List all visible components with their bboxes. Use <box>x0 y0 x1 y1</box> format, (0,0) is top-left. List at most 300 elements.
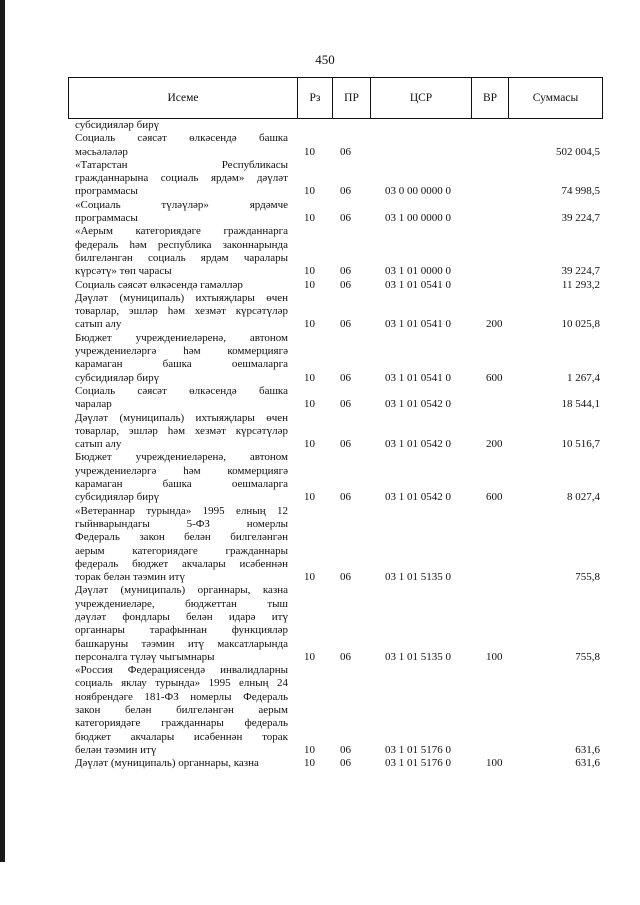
row-pr <box>340 584 370 597</box>
row-csr <box>385 505 485 518</box>
row-sum <box>516 664 602 677</box>
table-row-line <box>75 425 602 438</box>
row-sum <box>516 598 602 611</box>
table-row-line <box>75 185 602 198</box>
row-pr <box>340 305 370 318</box>
row-name: федераль бюджет акчалары исәбеннән <box>75 557 288 570</box>
row-vr: 100 <box>486 650 503 663</box>
row-sum: 755,8 <box>575 571 600 584</box>
row-csr <box>385 478 485 491</box>
row-vr <box>486 505 516 518</box>
row-rz <box>304 358 334 371</box>
table-row-line <box>75 505 602 518</box>
row-vr <box>486 478 516 491</box>
scan-edge-bar <box>0 0 5 862</box>
table-row-line <box>75 598 602 611</box>
table-row-line <box>75 638 602 651</box>
row-name: федераль һәм республика законнарында <box>75 238 288 251</box>
row-csr <box>385 664 485 677</box>
table-row-line <box>75 358 602 371</box>
row-pr: 06 <box>340 371 351 384</box>
row-pr <box>340 505 370 518</box>
row-rz: 10 <box>304 278 315 291</box>
row-csr <box>385 717 485 730</box>
row-rz <box>304 505 334 518</box>
row-pr <box>340 677 370 690</box>
page-number: 450 <box>315 52 335 67</box>
row-rz <box>304 132 334 145</box>
row-rz <box>304 225 334 238</box>
row-rz <box>304 664 334 677</box>
row-rz <box>304 717 334 730</box>
row-sum <box>516 119 602 132</box>
row-vr <box>486 558 516 571</box>
row-rz <box>304 584 334 597</box>
table-row-line <box>75 199 602 212</box>
row-name: учреждениеләре, бюджеттан тыш <box>75 597 288 610</box>
table-row-line <box>75 558 602 571</box>
row-name: программасы <box>75 212 138 225</box>
row-vr <box>486 265 516 278</box>
row-pr <box>340 172 370 185</box>
row-csr <box>385 691 485 704</box>
table-row-line <box>75 239 602 252</box>
row-csr <box>385 638 485 651</box>
row-csr <box>385 624 485 637</box>
row-rz: 10 <box>304 438 315 451</box>
row-pr <box>340 691 370 704</box>
row-vr <box>486 465 516 478</box>
row-pr <box>340 664 370 677</box>
row-vr: 600 <box>486 371 503 384</box>
table-row-line <box>75 704 602 717</box>
row-rz: 10 <box>304 398 315 411</box>
row-pr: 06 <box>340 145 351 158</box>
row-sum: 39 224,7 <box>561 265 600 278</box>
row-pr: 06 <box>340 571 351 584</box>
table-row-line <box>75 318 602 331</box>
row-vr <box>486 704 516 717</box>
row-vr <box>486 385 516 398</box>
row-name: «Социаль түләүләр» ярдәмче <box>75 198 288 211</box>
row-vr: 100 <box>486 757 503 770</box>
row-csr <box>385 146 485 159</box>
row-pr <box>340 531 370 544</box>
table-row-line <box>75 731 602 744</box>
row-csr <box>385 518 485 531</box>
row-sum <box>516 691 602 704</box>
row-vr <box>486 345 516 358</box>
row-name: карамаган башка оешмаларга <box>75 358 288 371</box>
row-csr <box>385 252 485 265</box>
table-row-line <box>75 545 602 558</box>
row-csr <box>385 358 485 371</box>
row-vr <box>486 119 516 132</box>
row-name: Дәүләт (муниципаль) органнары, казна <box>75 757 259 770</box>
row-name: аерым категориядәге гражданнары <box>75 544 288 557</box>
row-csr <box>385 412 485 425</box>
row-vr <box>486 199 516 212</box>
header-csr: ЦСР <box>371 78 472 119</box>
row-pr <box>340 159 370 172</box>
row-rz <box>304 624 334 637</box>
row-csr <box>385 172 485 185</box>
header-name: Исеме <box>69 78 298 119</box>
row-rz <box>304 598 334 611</box>
row-pr <box>340 731 370 744</box>
row-sum <box>516 451 602 464</box>
row-vr <box>486 146 516 159</box>
row-csr <box>385 385 485 398</box>
table-row-line <box>75 571 602 584</box>
table-row-line <box>75 212 602 225</box>
row-sum <box>516 172 602 185</box>
row-sum <box>516 345 602 358</box>
row-name: субсидияләр бирү <box>75 119 160 131</box>
row-rz <box>304 199 334 212</box>
header-sum: Суммасы <box>509 78 603 119</box>
table-row-line <box>75 478 602 491</box>
row-sum <box>516 199 602 212</box>
row-rz: 10 <box>304 318 315 331</box>
row-rz <box>304 531 334 544</box>
row-vr <box>486 598 516 611</box>
row-pr: 06 <box>340 743 351 756</box>
table-row-line <box>75 531 602 544</box>
row-pr <box>340 518 370 531</box>
row-sum <box>516 677 602 690</box>
row-rz <box>304 345 334 358</box>
row-sum <box>516 305 602 318</box>
row-csr <box>385 704 485 717</box>
row-csr <box>385 239 485 252</box>
row-csr <box>385 545 485 558</box>
row-vr <box>486 611 516 624</box>
row-sum <box>516 611 602 624</box>
row-vr <box>486 225 516 238</box>
row-pr <box>340 132 370 145</box>
row-vr <box>486 664 516 677</box>
header-vr: ВР <box>472 78 509 119</box>
row-csr: 03 1 01 0541 0 <box>385 318 451 331</box>
row-pr: 06 <box>340 757 351 770</box>
row-name: программасы <box>75 185 138 198</box>
row-sum <box>516 252 602 265</box>
row-rz: 10 <box>304 185 315 198</box>
table-row-line <box>75 398 602 411</box>
row-vr <box>486 571 516 584</box>
row-name: субсидияләр бирү <box>75 371 160 384</box>
row-vr <box>486 717 516 730</box>
row-sum: 8 027,4 <box>567 491 600 504</box>
row-csr <box>385 305 485 318</box>
row-csr <box>385 132 485 145</box>
row-rz <box>304 558 334 571</box>
row-rz <box>304 239 334 252</box>
row-name: дәүләт фондлары белән идарә итү <box>75 610 288 623</box>
row-pr <box>340 545 370 558</box>
header-rz: Рз <box>298 78 333 119</box>
row-name: субсидияләр бирү <box>75 491 160 504</box>
row-name: Бюджет учреждениеләренә, автоном <box>75 451 288 464</box>
row-rz: 10 <box>304 757 315 770</box>
row-pr <box>340 199 370 212</box>
row-sum <box>516 531 602 544</box>
row-name: «Татарстан Республикасы <box>75 158 288 171</box>
table-row-line <box>75 717 602 730</box>
row-pr <box>340 558 370 571</box>
row-name: сатып алу <box>75 318 122 331</box>
row-pr <box>340 332 370 345</box>
row-pr <box>340 717 370 730</box>
row-vr <box>486 638 516 651</box>
row-sum <box>516 584 602 597</box>
row-name: чаралар <box>75 398 112 411</box>
row-sum: 18 544,1 <box>561 398 600 411</box>
table-row-line <box>75 372 602 385</box>
row-csr: 03 0 00 0000 0 <box>385 185 451 198</box>
row-rz <box>304 677 334 690</box>
row-pr: 06 <box>340 185 351 198</box>
row-pr: 06 <box>340 398 351 411</box>
row-name: карамаган башка оешмаларга <box>75 478 288 491</box>
table-row-line <box>75 332 602 345</box>
row-vr <box>486 132 516 145</box>
row-vr <box>486 239 516 252</box>
table-row-line <box>75 146 602 159</box>
row-vr <box>486 159 516 172</box>
row-pr <box>340 465 370 478</box>
row-name: гражданнарына социаль ярдәм» дәүләт <box>75 172 288 185</box>
row-vr <box>486 292 516 305</box>
row-rz: 10 <box>304 371 315 384</box>
row-name: товарлар, эшләр һәм хезмәт күрсәтүләр <box>75 424 288 437</box>
row-name: гыйнварындагы 5-ФЗ номерлы <box>75 517 288 530</box>
row-pr: 06 <box>340 650 351 663</box>
row-vr <box>486 412 516 425</box>
row-name: Социаль сәясәт өлкәсендә башка <box>75 384 288 397</box>
row-sum <box>516 638 602 651</box>
row-csr <box>385 119 485 132</box>
row-rz <box>304 252 334 265</box>
table-row-line <box>75 744 602 757</box>
row-csr: 03 1 01 0542 0 <box>385 438 451 451</box>
row-csr <box>385 425 485 438</box>
row-name: закон белән билгеләнгән аерым <box>75 704 288 717</box>
row-rz <box>304 412 334 425</box>
row-csr <box>385 611 485 624</box>
row-sum <box>516 239 602 252</box>
row-sum: 755,8 <box>575 650 600 663</box>
row-sum <box>516 465 602 478</box>
row-sum <box>516 358 602 371</box>
table-row-line <box>75 611 602 624</box>
row-name: Дәүләт (муниципаль) ихтыяҗлары өчен <box>75 411 288 424</box>
row-sum <box>516 385 602 398</box>
row-rz <box>304 691 334 704</box>
row-vr <box>486 691 516 704</box>
table-row-line <box>75 412 602 425</box>
row-name: мәсьәләләр <box>75 145 128 158</box>
table-row-line <box>75 491 602 504</box>
row-pr <box>340 451 370 464</box>
row-rz <box>304 611 334 624</box>
row-pr: 06 <box>340 438 351 451</box>
row-csr <box>385 558 485 571</box>
row-pr <box>340 598 370 611</box>
row-name: «Россия Федерациясендә инвалидларны <box>75 664 288 677</box>
row-sum <box>516 478 602 491</box>
row-sum: 502 004,5 <box>556 145 600 158</box>
row-pr <box>340 412 370 425</box>
row-pr <box>340 611 370 624</box>
row-rz <box>304 478 334 491</box>
row-sum <box>516 292 602 305</box>
table-row-line <box>75 385 602 398</box>
row-name: ноябрендәге 181-ФЗ номерлы Федераль <box>75 690 288 703</box>
row-pr <box>340 704 370 717</box>
row-csr <box>385 584 485 597</box>
row-rz <box>304 305 334 318</box>
row-name: социаль яклау турында» 1995 елның 24 <box>75 677 288 690</box>
row-vr <box>486 279 516 292</box>
row-vr <box>486 584 516 597</box>
row-rz <box>304 172 334 185</box>
table-row-line <box>75 757 602 770</box>
table-row-line <box>75 465 602 478</box>
row-csr: 03 1 00 0000 0 <box>385 212 451 225</box>
table-row-line <box>75 691 602 704</box>
row-pr <box>340 385 370 398</box>
row-sum: 10 025,8 <box>561 318 600 331</box>
row-sum: 1 267,4 <box>567 371 600 384</box>
row-pr <box>340 239 370 252</box>
row-vr <box>486 425 516 438</box>
row-vr <box>486 545 516 558</box>
row-vr <box>486 744 516 757</box>
row-name: Социаль сәясәт өлкәсендә башка <box>75 132 288 145</box>
row-vr <box>486 677 516 690</box>
row-csr <box>385 731 485 744</box>
header-pr: ПР <box>333 78 371 119</box>
row-name: башкаруны тәэмин итү максатларында <box>75 637 288 650</box>
row-pr <box>340 638 370 651</box>
row-sum <box>516 518 602 531</box>
row-vr <box>486 398 516 411</box>
row-rz: 10 <box>304 265 315 278</box>
row-sum <box>516 505 602 518</box>
row-pr: 06 <box>340 278 351 291</box>
table-row-line <box>75 119 602 132</box>
row-csr <box>385 598 485 611</box>
row-name: торак белән тәэмин итү <box>75 571 185 584</box>
row-vr <box>486 332 516 345</box>
row-vr <box>486 172 516 185</box>
row-name: билгеләнгән социаль ярдәм чаралары <box>75 251 288 264</box>
row-sum <box>516 731 602 744</box>
row-pr <box>340 252 370 265</box>
row-sum <box>516 558 602 571</box>
row-rz <box>304 332 334 345</box>
row-name: органнары тарафыннан функцияләр <box>75 624 288 637</box>
row-vr <box>486 531 516 544</box>
row-pr <box>340 358 370 371</box>
row-name: Бюджет учреждениеләренә, автоном <box>75 331 288 344</box>
row-sum: 74 998,5 <box>561 185 600 198</box>
row-rz <box>304 385 334 398</box>
row-sum <box>516 332 602 345</box>
row-csr <box>385 451 485 464</box>
table-row-line <box>75 279 602 292</box>
row-csr <box>385 345 485 358</box>
row-csr: 03 1 01 0541 0 <box>385 371 451 384</box>
row-sum: 631,6 <box>575 743 600 756</box>
row-rz: 10 <box>304 212 315 225</box>
table-row-line <box>75 664 602 677</box>
row-csr <box>385 332 485 345</box>
row-pr <box>340 225 370 238</box>
row-csr: 03 1 01 0541 0 <box>385 278 451 291</box>
row-name: категориядәге гражданнары федераль <box>75 717 288 730</box>
row-vr <box>486 518 516 531</box>
row-vr <box>486 451 516 464</box>
table-row-line <box>75 225 602 238</box>
row-pr <box>340 292 370 305</box>
table-row-line <box>75 252 602 265</box>
row-sum <box>516 425 602 438</box>
row-name: учреждениеләргә һәм коммерциягә <box>75 464 288 477</box>
row-csr <box>385 465 485 478</box>
row-name: «Ветераннар турында» 1995 елның 12 <box>75 504 288 517</box>
row-rz <box>304 731 334 744</box>
row-vr <box>486 252 516 265</box>
row-rz <box>304 545 334 558</box>
row-pr <box>340 345 370 358</box>
table-row-line <box>75 159 602 172</box>
row-rz <box>304 518 334 531</box>
row-vr: 200 <box>486 318 503 331</box>
row-name: күрсәтү» төп чарасы <box>75 265 172 278</box>
row-pr <box>340 624 370 637</box>
row-vr <box>486 624 516 637</box>
row-sum: 10 516,7 <box>561 438 600 451</box>
table-row-line <box>75 292 602 305</box>
row-vr <box>486 185 516 198</box>
row-name: персоналга түләү чыгымнары <box>75 650 215 663</box>
row-rz <box>304 119 334 132</box>
row-vr <box>486 731 516 744</box>
row-csr <box>385 292 485 305</box>
table-row-line <box>75 172 602 185</box>
budget-rows <box>75 119 602 771</box>
row-sum <box>516 412 602 425</box>
row-rz: 10 <box>304 571 315 584</box>
row-sum <box>516 717 602 730</box>
row-csr <box>385 677 485 690</box>
table-header <box>68 77 603 119</box>
row-pr: 06 <box>340 491 351 504</box>
row-name: сатып алу <box>75 438 122 451</box>
table-row-line <box>75 651 602 664</box>
row-name: товарлар, эшләр һәм хезмәт күрсәтүләр <box>75 305 288 318</box>
row-name: «Аерым категориядәге гражданнарга <box>75 225 288 238</box>
row-rz <box>304 159 334 172</box>
table-row-line <box>75 132 602 145</box>
table-row-line <box>75 265 602 278</box>
row-sum <box>516 704 602 717</box>
table-row-line <box>75 677 602 690</box>
row-name: Дәүләт (муниципаль) органнары, казна <box>75 584 288 597</box>
